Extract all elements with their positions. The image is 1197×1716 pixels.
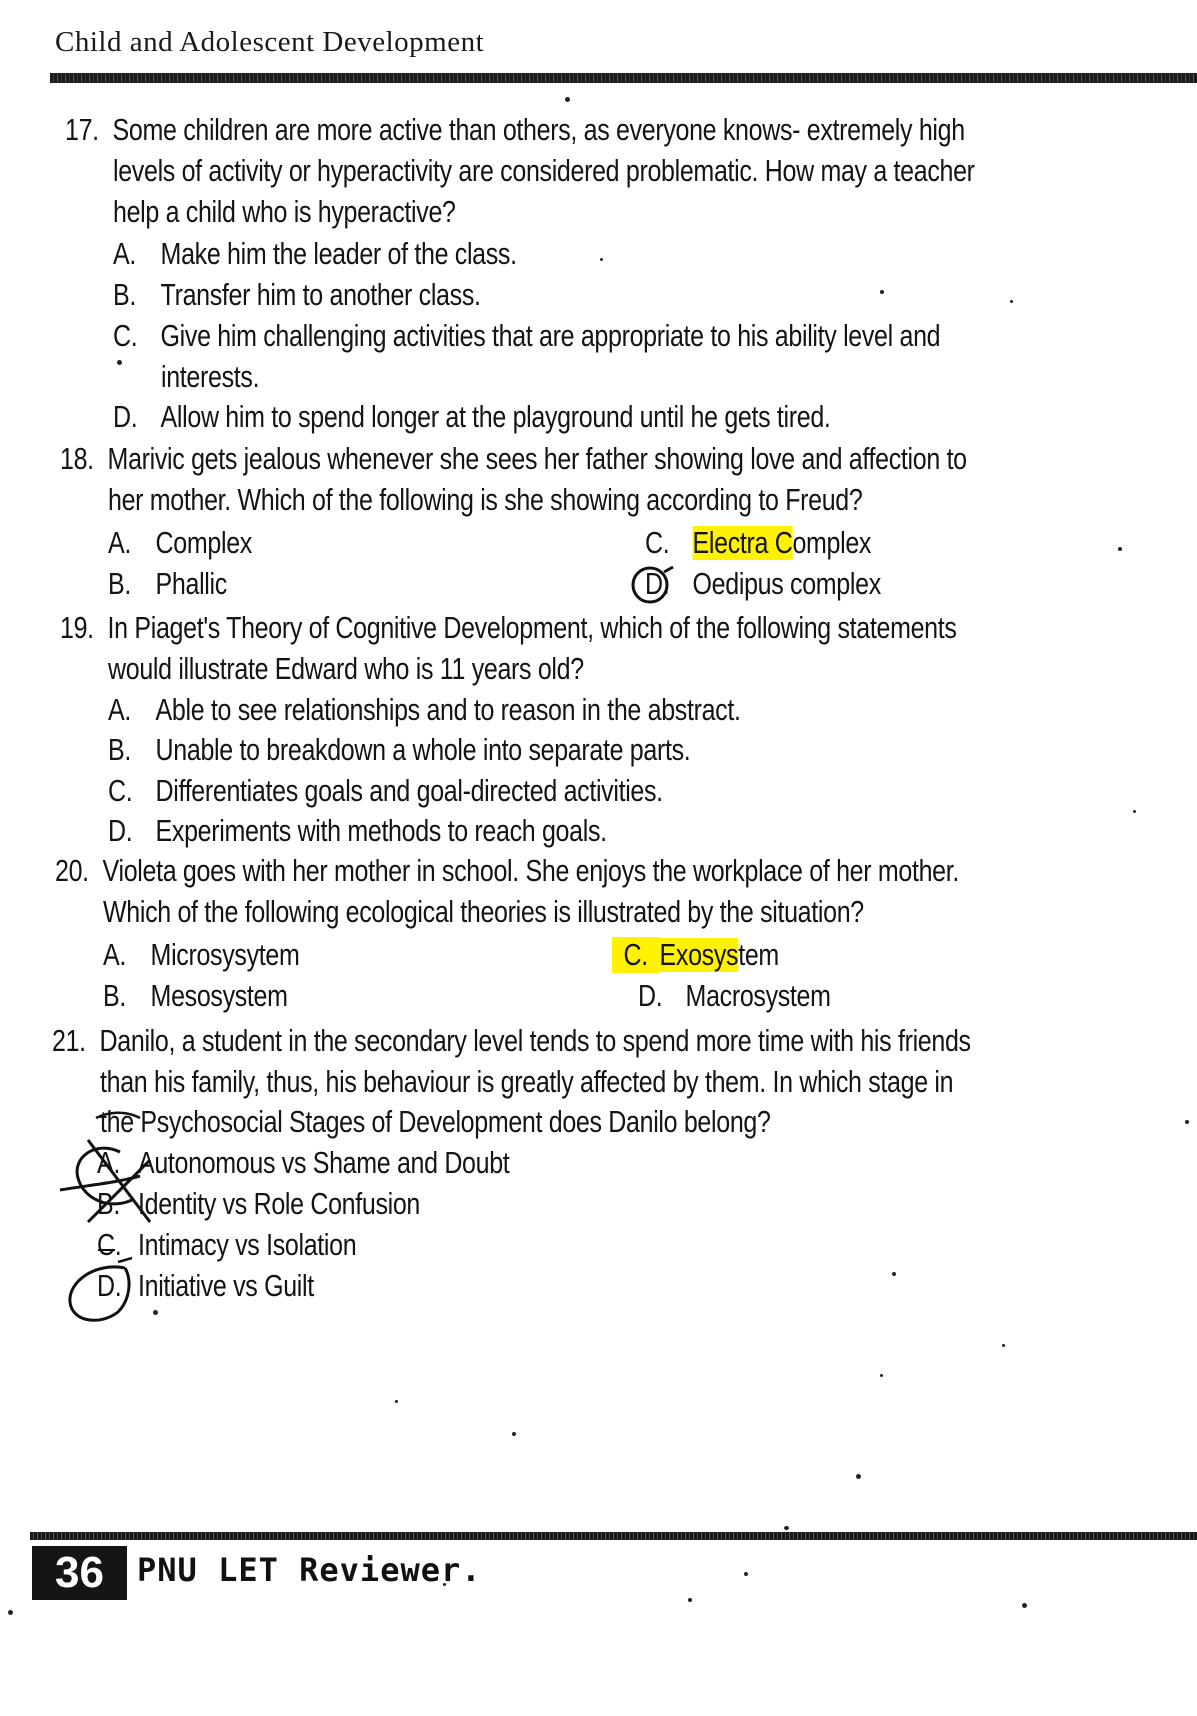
q18-option-d: D. Oedipus complex [645, 567, 881, 601]
q20-option-b: B. Mesosystem [103, 979, 288, 1013]
highlighted-text: Exosys [659, 938, 739, 972]
q18-option-b: B. Phallic [108, 567, 227, 601]
highlighted-text: Electra C [692, 526, 793, 560]
q17-option-c: C. Give him challenging activities that are appropriate to his ability level and [113, 319, 941, 353]
question-18-line-1: 18. Marivic gets jealous whenever she sees her father showing love and affection to [60, 442, 967, 476]
scan-speck [1002, 1344, 1005, 1347]
question-21-line-1: 21. Danilo, a student in the secondary level tends to spend more time with his friends [52, 1024, 971, 1058]
header-rule [50, 73, 1197, 83]
question-number: 20. [55, 854, 89, 888]
scan-speck [512, 1432, 516, 1436]
scan-speck [688, 1598, 692, 1602]
scan-speck [1010, 300, 1013, 303]
q18-option-a: A. Complex [108, 526, 252, 560]
q21-option-a: A. Autonomous vs Shame and Doubt [97, 1146, 510, 1180]
scan-speck [8, 1610, 13, 1615]
running-head: Child and Adolescent Development [55, 26, 485, 58]
scan-speck [565, 97, 570, 102]
scan-speck [892, 1272, 896, 1276]
q21-option-b: B. Identity vs Role Confusion [97, 1187, 421, 1221]
scan-speck [600, 258, 603, 261]
question-17-line-2: levels of activity or hyperactivity are considered problematic. How may a teacher [113, 154, 975, 188]
question-21-line-2: than his family, thus, his behaviour is greatly affected by them. In which stage in [100, 1065, 954, 1099]
scan-speck [784, 1526, 789, 1530]
q17-option-d: D. Allow him to spend longer at the playground until he gets tired. [113, 400, 831, 434]
q19-option-a: A. Able to see relationships and to reason in the abstract. [108, 693, 741, 727]
q17-option-c-continued: interests. [161, 360, 260, 394]
question-19-line-1: 19. In Piaget's Theory of Cognitive Development, which of the following statements [60, 611, 957, 645]
q17-option-b: B. Transfer him to another class. [113, 278, 481, 312]
question-number: 17. [65, 113, 99, 147]
question-20-line-2: Which of the following ecological theories is illustrated by the situation? [103, 895, 864, 929]
footer-rule [30, 1532, 1197, 1540]
q17-option-a: A. Make him the leader of the class. [113, 237, 517, 271]
footer-title: PNU LET Reviewer. [137, 1551, 482, 1589]
q20-option-d: D. Macrosystem [638, 979, 831, 1013]
question-number: 19. [60, 611, 94, 645]
scan-speck [153, 1310, 158, 1315]
q21-option-c: C. Intimacy vs Isolation [97, 1228, 357, 1262]
scan-speck [1185, 1120, 1189, 1124]
question-19-line-2: would illustrate Edward who is 11 years old? [108, 652, 584, 686]
question-number: 21. [52, 1024, 86, 1058]
q19-option-c: C. Differentiates goals and goal-directed activities. [108, 774, 663, 808]
q18-option-c: C. Electra Complex [645, 526, 872, 560]
q19-option-b: B. Unable to breakdown a whole into separate parts. [108, 733, 691, 767]
scan-speck [880, 290, 884, 294]
scan-speck [880, 1374, 883, 1377]
scan-speck [117, 360, 122, 365]
scan-speck [856, 1474, 861, 1479]
scan-speck [1133, 810, 1136, 813]
question-18-line-2: her mother. Which of the following is she showing according to Freud? [108, 483, 863, 517]
q21-option-d: D. Initiative vs Guilt [97, 1269, 314, 1303]
scan-speck [395, 1400, 398, 1403]
question-number: 18. [60, 442, 94, 476]
scan-speck [1118, 547, 1122, 551]
question-17-line-1: 17. Some children are more active than others, as everyone knows- extremely high [65, 113, 965, 147]
question-21-line-3: the Psychosocial Stages of Development does Danilo belong? [100, 1105, 771, 1139]
q19-option-d: D. Experiments with methods to reach goals. [108, 814, 607, 848]
q20-option-a: A. Microsysytem [103, 938, 300, 972]
scan-speck [744, 1572, 748, 1576]
question-20-line-1: 20. Violeta goes with her mother in school. She enjoys the workplace of her mother. [55, 854, 959, 888]
question-17-line-3: help a child who is hyperactive? [113, 195, 456, 229]
scan-speck [1022, 1603, 1027, 1608]
page-number: 36 [32, 1546, 127, 1600]
q20-option-c: C. Exosystem [612, 937, 779, 973]
